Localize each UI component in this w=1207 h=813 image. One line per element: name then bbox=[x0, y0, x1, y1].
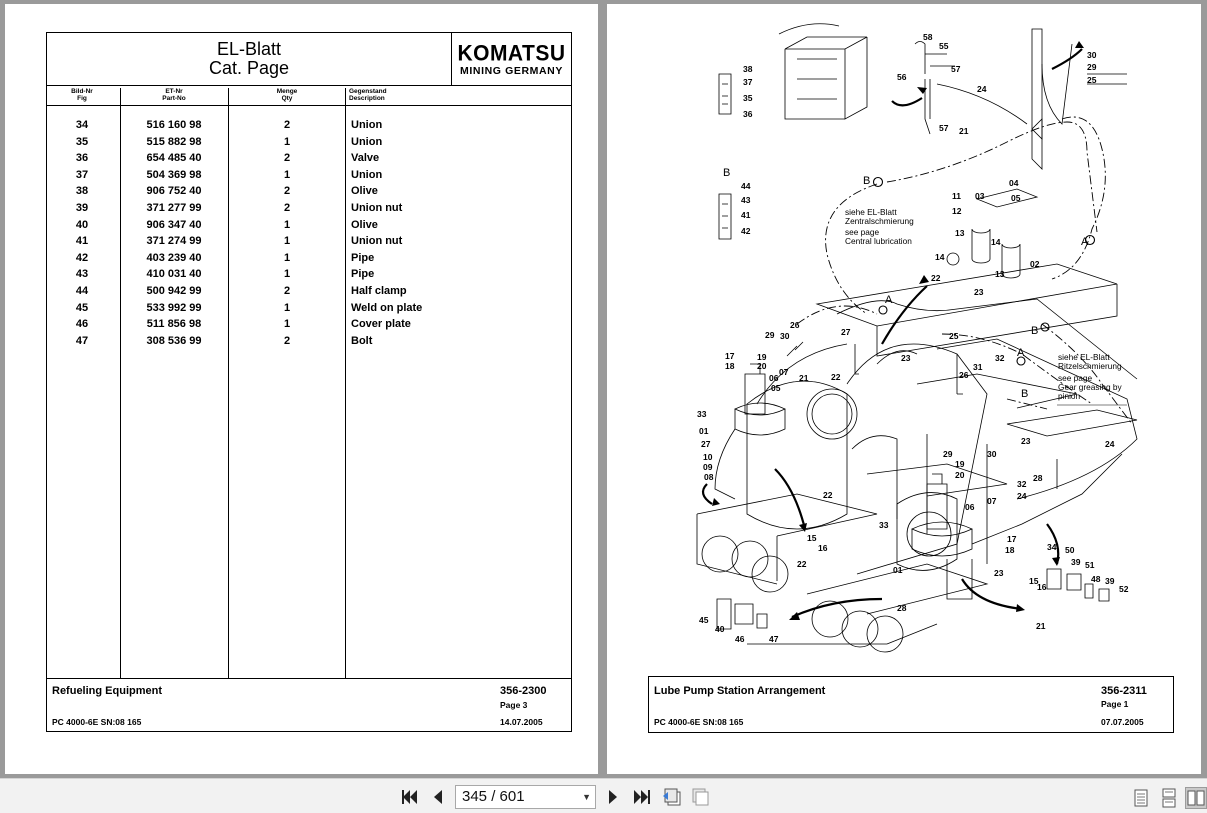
table-row bbox=[47, 252, 571, 269]
cell-qty: 1 bbox=[283, 268, 291, 281]
footer-date: 07.07.2005 bbox=[1101, 717, 1144, 727]
cell-qty: 1 bbox=[283, 218, 291, 231]
catalog-page-left bbox=[5, 4, 598, 774]
callout-label: 42 bbox=[741, 226, 751, 236]
callout-label: 07 bbox=[987, 496, 997, 506]
cell-part-no: 516 160 98 bbox=[146, 119, 202, 131]
previous-page-icon[interactable] bbox=[428, 787, 448, 807]
callout-label: 30 bbox=[1087, 50, 1097, 60]
cell-description: Pipe bbox=[351, 251, 375, 264]
cell-part-no: 500 942 99 bbox=[146, 284, 202, 297]
callout-label: 57 bbox=[951, 64, 961, 74]
table-row bbox=[47, 318, 571, 335]
cell-qty: 1 bbox=[283, 135, 291, 148]
callout-label: 07 bbox=[779, 367, 789, 377]
cell-description: Union bbox=[351, 119, 383, 131]
cell-fig: 47 bbox=[75, 334, 89, 347]
table-row bbox=[47, 302, 571, 319]
note-central-lubrication-line: see page bbox=[845, 227, 880, 237]
cell-description: Cover plate bbox=[351, 318, 411, 331]
callout-label: 14 bbox=[991, 237, 1001, 247]
page-title bbox=[47, 40, 451, 78]
note-central-lubrication: siehe EL-Blatt bbox=[845, 207, 897, 217]
callout-label: 58 bbox=[923, 32, 933, 42]
cell-fig: 40 bbox=[75, 218, 89, 231]
column-header-divider bbox=[47, 105, 571, 106]
callout-label: 29 bbox=[765, 330, 775, 340]
callout-label: 33 bbox=[879, 520, 889, 530]
note-pinion-greasing: siehe EL-Blatt bbox=[1058, 352, 1110, 362]
callout-label: 04 bbox=[1009, 178, 1019, 188]
last-page-icon[interactable] bbox=[631, 787, 651, 807]
callout-label: 16 bbox=[818, 543, 828, 553]
cell-fig: 46 bbox=[75, 318, 89, 331]
footer-divider bbox=[47, 678, 571, 679]
callout-label: 18 bbox=[725, 361, 735, 371]
cell-part-no: 410 031 40 bbox=[146, 268, 202, 281]
note-pinion-greasing-line: Ritzelschmierung bbox=[1058, 361, 1122, 371]
cell-description: Olive bbox=[351, 185, 378, 198]
callout-labels bbox=[697, 32, 1129, 644]
callout-label: 24 bbox=[1105, 439, 1115, 449]
title-english: Cat. Page bbox=[208, 58, 290, 78]
callout-label: 01 bbox=[893, 565, 903, 575]
callout-label: 35 bbox=[743, 93, 753, 103]
single-page-view-icon[interactable] bbox=[1130, 787, 1152, 809]
callout-label: 57 bbox=[939, 123, 949, 133]
cell-part-no: 403 239 40 bbox=[146, 251, 202, 264]
callout-label: 21 bbox=[959, 126, 969, 136]
callout-label: 29 bbox=[943, 449, 953, 459]
callout-label: 38 bbox=[743, 64, 753, 74]
cell-part-no: 906 347 40 bbox=[146, 218, 202, 231]
cell-qty: 1 bbox=[283, 318, 291, 331]
cell-fig: 42 bbox=[75, 251, 89, 264]
callout-label: 01 bbox=[699, 426, 709, 436]
callout-label: 18 bbox=[1005, 545, 1015, 555]
callout-label: 29 bbox=[1087, 62, 1097, 72]
continuous-view-icon[interactable] bbox=[1158, 787, 1180, 809]
cell-part-no: 371 277 99 bbox=[146, 201, 202, 214]
column-header-fig bbox=[65, 88, 99, 105]
column-header-fig-de: Bild-Nr bbox=[71, 88, 93, 95]
callout-label: 19 bbox=[757, 352, 767, 362]
callout-label: 23 bbox=[974, 287, 984, 297]
footer-model: PC 4000-6E SN:08 165 bbox=[52, 717, 142, 727]
callout-label: 47 bbox=[769, 634, 779, 644]
page-header bbox=[47, 33, 571, 86]
callout-label: 52 bbox=[1119, 584, 1129, 594]
cell-part-no: 906 752 40 bbox=[146, 185, 202, 198]
logo-wordmark: KOMATSU bbox=[457, 41, 566, 66]
callout-label: B bbox=[723, 167, 731, 179]
table-row bbox=[47, 136, 571, 153]
callout-label: 25 bbox=[949, 331, 959, 341]
cell-qty: 1 bbox=[283, 235, 291, 248]
title-german: EL-Blatt bbox=[216, 39, 282, 59]
table-row bbox=[47, 185, 571, 202]
note-pinion-greasing-line: see page bbox=[1058, 373, 1093, 383]
callout-label: 02 bbox=[1030, 259, 1040, 269]
catalog-page-right bbox=[607, 4, 1201, 774]
callout-label: 26 bbox=[790, 320, 800, 330]
table-row bbox=[47, 119, 571, 136]
callout-label: 31 bbox=[973, 362, 983, 372]
callout-label: 13 bbox=[955, 228, 965, 238]
callout-label: 33 bbox=[697, 409, 707, 419]
footer-page-number: Page 3 bbox=[500, 700, 528, 710]
chevron-down-icon: ▼ bbox=[582, 792, 591, 802]
callout-label: 46 bbox=[735, 634, 745, 644]
cell-qty: 1 bbox=[283, 168, 291, 181]
cell-fig: 35 bbox=[75, 135, 89, 148]
table-row bbox=[47, 235, 571, 252]
cell-qty: 2 bbox=[283, 119, 291, 131]
callout-label: 16 bbox=[1037, 582, 1047, 592]
callout-label: 15 bbox=[1029, 576, 1039, 586]
callout-label: 08 bbox=[704, 472, 714, 482]
callout-label: 43 bbox=[741, 195, 751, 205]
cell-qty: 1 bbox=[283, 301, 291, 314]
callout-label: A bbox=[885, 294, 893, 306]
callout-label: 32 bbox=[995, 353, 1005, 363]
cell-part-no: 511 856 98 bbox=[146, 318, 202, 331]
callout-label: 22 bbox=[931, 273, 941, 283]
table-row bbox=[47, 335, 571, 352]
callout-label: 39 bbox=[1105, 576, 1115, 586]
column-header-qty-en: Qty bbox=[281, 95, 293, 102]
cell-fig: 41 bbox=[75, 235, 89, 248]
cell-qty: 2 bbox=[283, 152, 291, 165]
callout-label: 40 bbox=[715, 624, 725, 634]
callout-label: 15 bbox=[807, 533, 817, 543]
callout-label: B bbox=[863, 175, 871, 187]
callout-label: 45 bbox=[699, 615, 709, 625]
footer-page-number: Page 1 bbox=[1101, 699, 1129, 709]
callout-label: 27 bbox=[701, 439, 711, 449]
callout-label: 06 bbox=[769, 373, 779, 383]
callout-label: 24 bbox=[977, 84, 987, 94]
callout-label: 13 bbox=[995, 269, 1005, 279]
callout-label: 05 bbox=[771, 383, 781, 393]
viewer-toolbar bbox=[0, 778, 1207, 813]
go-back-view-icon[interactable] bbox=[661, 787, 683, 807]
callout-label: 21 bbox=[1036, 621, 1046, 631]
callout-label: 23 bbox=[994, 568, 1004, 578]
callout-label: 10 bbox=[703, 452, 713, 462]
table-row bbox=[47, 169, 571, 186]
footer-title: Refueling Equipment bbox=[52, 685, 162, 697]
column-header-desc bbox=[349, 88, 469, 105]
table-row bbox=[47, 202, 571, 219]
cell-fig: 37 bbox=[75, 168, 89, 181]
callout-label: A bbox=[1081, 236, 1089, 248]
cell-part-no: 371 274 99 bbox=[146, 235, 202, 248]
right-footer-frame bbox=[648, 676, 1174, 733]
callout-label: 55 bbox=[939, 41, 949, 51]
callout-label: 21 bbox=[799, 373, 809, 383]
table-row bbox=[47, 268, 571, 285]
cell-description: Union bbox=[351, 168, 383, 181]
callout-label: 36 bbox=[743, 109, 753, 119]
callout-label: 28 bbox=[897, 603, 907, 613]
column-header-qty-de: Menge bbox=[276, 88, 298, 95]
callout-label: 19 bbox=[955, 459, 965, 469]
table-row bbox=[47, 152, 571, 169]
cell-description: Weld on plate bbox=[351, 301, 423, 314]
footer-model: PC 4000-6E SN:08 165 bbox=[654, 717, 744, 727]
column-header-part-de: ET-Nr bbox=[165, 88, 183, 95]
first-page-icon[interactable] bbox=[400, 787, 420, 807]
lube-pump-station-drawing bbox=[607, 4, 1201, 669]
cell-description: Union nut bbox=[351, 201, 403, 214]
callout-label: 56 bbox=[897, 72, 907, 82]
note-central-lubrication-line: Central lubrication bbox=[845, 236, 912, 246]
column-header-fig-en: Fig bbox=[77, 95, 87, 102]
callout-label: 22 bbox=[831, 372, 841, 382]
callout-label: 22 bbox=[823, 490, 833, 500]
cell-fig: 45 bbox=[75, 301, 89, 314]
cell-fig: 44 bbox=[75, 284, 89, 297]
cell-description: Valve bbox=[351, 152, 380, 165]
komatsu-logo bbox=[451, 33, 571, 85]
callout-label: 03 bbox=[975, 191, 985, 201]
cell-fig: 38 bbox=[75, 185, 89, 198]
column-header-qty bbox=[247, 88, 327, 105]
cell-description: Pipe bbox=[351, 268, 375, 281]
callout-label: 30 bbox=[780, 331, 790, 341]
cell-qty: 2 bbox=[283, 185, 291, 198]
callout-label: 20 bbox=[757, 361, 767, 371]
cell-fig: 34 bbox=[75, 119, 89, 131]
cell-qty: 1 bbox=[283, 251, 291, 264]
callout-label: B bbox=[1031, 325, 1039, 337]
column-header-part bbox=[121, 88, 227, 105]
callout-label: 44 bbox=[741, 181, 751, 191]
callout-label: 20 bbox=[955, 470, 965, 480]
callout-label: 24 bbox=[1017, 491, 1027, 501]
callout-label: 23 bbox=[901, 353, 911, 363]
callout-label: 11 bbox=[952, 191, 961, 201]
callout-label: 34 bbox=[1047, 542, 1057, 552]
callout-label: 17 bbox=[725, 351, 735, 361]
cell-description: Olive bbox=[351, 218, 378, 231]
column-header-desc-de: Gegenstand bbox=[349, 88, 387, 95]
column-header-part-en: Part-No bbox=[162, 95, 186, 102]
note-central-lubrication-line: Zentralschmierung bbox=[845, 216, 914, 226]
callout-label: 32 bbox=[1017, 479, 1027, 489]
cell-qty: 2 bbox=[283, 201, 291, 214]
callout-label: 39 bbox=[1071, 557, 1081, 567]
page-number-select[interactable] bbox=[455, 785, 596, 809]
callout-label: 25 bbox=[1087, 75, 1097, 85]
cell-description: Union bbox=[351, 135, 383, 148]
callout-label: 26 bbox=[959, 370, 969, 380]
callout-label: B bbox=[1021, 388, 1029, 400]
callout-label: 23 bbox=[1021, 436, 1031, 446]
cell-description: Bolt bbox=[351, 334, 373, 347]
callout-label: 05 bbox=[1011, 193, 1021, 203]
callout-label: 22 bbox=[797, 559, 807, 569]
note-pinion-greasing-line: Gear greasing by bbox=[1058, 382, 1122, 392]
callout-label: 30 bbox=[987, 449, 997, 459]
two-page-view-icon[interactable] bbox=[1185, 787, 1207, 809]
logo-subtitle: MINING GERMANY bbox=[460, 65, 563, 77]
footer-title: Lube Pump Station Arrangement bbox=[654, 685, 826, 697]
cell-description: Half clamp bbox=[351, 284, 407, 297]
callout-label: 12 bbox=[952, 206, 962, 216]
callout-label: 06 bbox=[965, 502, 975, 512]
callout-label: 14 bbox=[935, 252, 945, 262]
callout-label: 27 bbox=[841, 327, 851, 337]
column-header-desc-en: Description bbox=[349, 95, 385, 102]
cell-part-no: 308 536 99 bbox=[146, 334, 202, 347]
cell-part-no: 504 369 98 bbox=[146, 168, 202, 181]
cell-fig: 36 bbox=[75, 152, 89, 165]
cell-description: Union nut bbox=[351, 235, 403, 248]
callout-label: 37 bbox=[743, 77, 753, 87]
cell-qty: 2 bbox=[283, 284, 291, 297]
callout-label: 41 bbox=[741, 210, 751, 220]
cell-part-no: 515 882 98 bbox=[146, 135, 202, 148]
callout-label: 09 bbox=[703, 462, 713, 472]
parts-list-frame bbox=[46, 32, 572, 732]
callout-label: A bbox=[1017, 347, 1025, 359]
cell-part-no: 654 485 40 bbox=[146, 152, 202, 165]
callout-label: 48 bbox=[1091, 574, 1101, 584]
footer-doc-number: 356-2311 bbox=[1101, 685, 1147, 697]
table-row bbox=[47, 219, 571, 236]
callout-label: 51 bbox=[1085, 560, 1095, 570]
next-page-icon[interactable] bbox=[603, 787, 623, 807]
table-row bbox=[47, 285, 571, 302]
cell-qty: 2 bbox=[283, 334, 291, 347]
callout-label: 50 bbox=[1065, 545, 1075, 555]
go-forward-view-icon[interactable] bbox=[689, 787, 711, 807]
callout-label: 28 bbox=[1033, 473, 1043, 483]
cell-fig: 43 bbox=[75, 268, 89, 281]
cell-fig: 39 bbox=[75, 201, 89, 214]
page-indicator: 345 / 601 bbox=[462, 788, 525, 805]
note-pinion-greasing-line: pinion bbox=[1058, 391, 1081, 401]
footer-date: 14.07.2005 bbox=[500, 717, 543, 727]
cell-part-no: 533 992 99 bbox=[146, 301, 202, 314]
parts-table bbox=[47, 119, 571, 351]
footer-doc-number: 356-2300 bbox=[500, 685, 547, 697]
callout-label: 17 bbox=[1007, 534, 1017, 544]
